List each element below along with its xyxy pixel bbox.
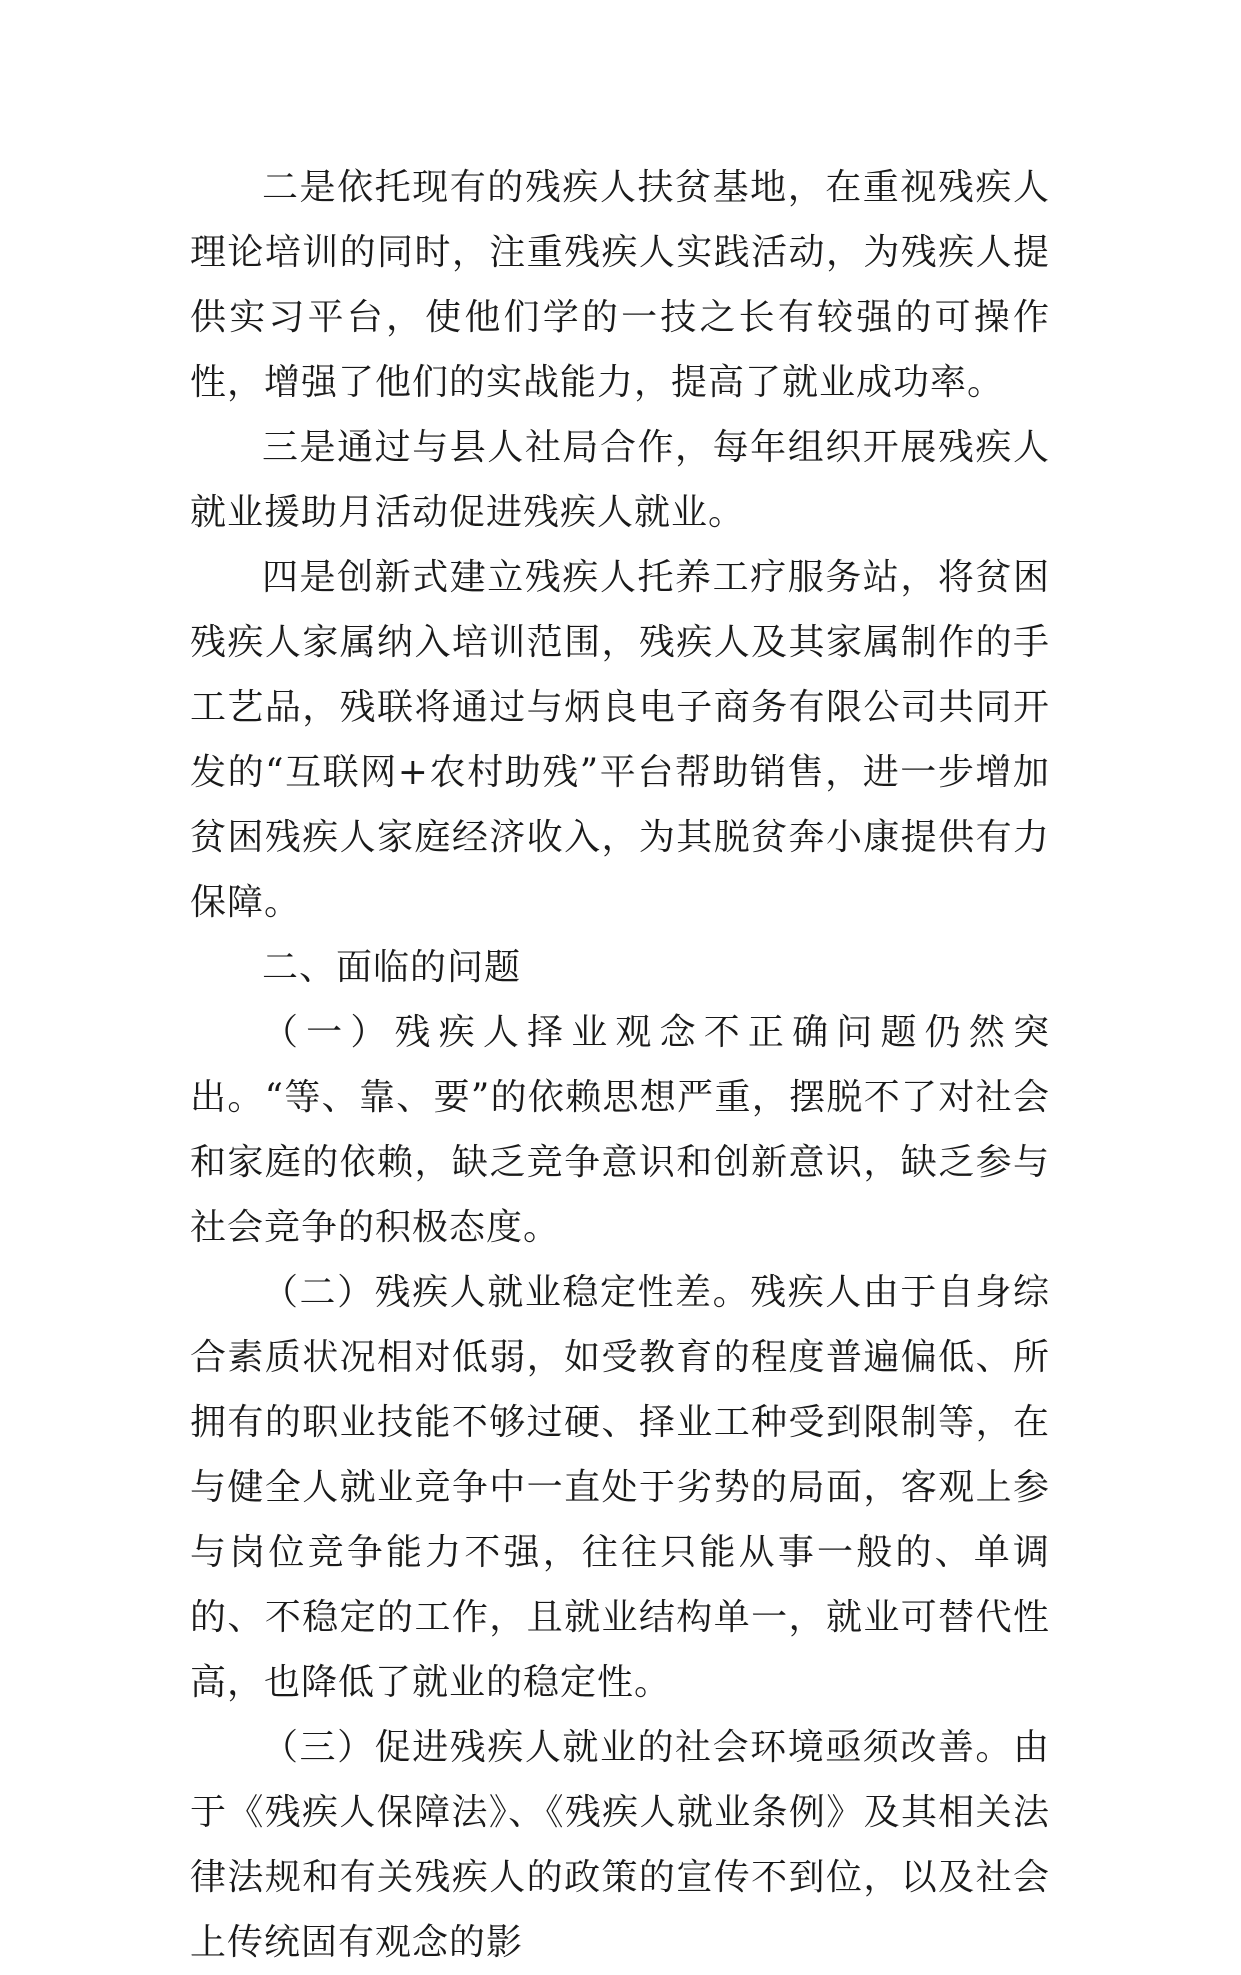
- paragraph-training-base: 二是依托现有的残疾人扶贫基地，在重视残疾人理论培训的同时，注重残疾人实践活动，为残疾人提供实习平台，使他们学的一技之长有较强的可操作性，增强了他们的实战能力，提高了就业成功率。: [190, 167, 1050, 403]
- paragraph-problem-1: （一）残疾人择业观念不正确问题仍然突出。“等、靠、要”的依赖思想严重，摆脱不了对社会和家庭的依赖，缺乏竞争意识和创新意识，缺乏参与社会竞争的积极态度。: [190, 1012, 1050, 1248]
- paragraph-care-station: 四是创新式建立残疾人托养工疗服务站，将贫困残疾人家属纳入培训范围，残疾人及其家属制作的手工艺品，残联将通过与炳良电子商务有限公司共同开发的“互联网+农村助残”平台帮助销售，进一步增加贫困残疾人家庭经济收入，为其脱贫奔小康提供有力保障。: [190, 557, 1050, 923]
- paragraph-problem-2: （二）残疾人就业稳定性差。残疾人由于自身综合素质状况相对低弱，如受教育的程度普遍偏低、所拥有的职业技能不够过硬、择业工种受到限制等，在与健全人就业竞争中一直处于劣势的局面，客观上参与岗位竞争能力不强，往往只能从事一般的、单调的、不稳定的工作，且就业结构单一，就业可替代性高，也降低了就业的稳定性。: [190, 1272, 1050, 1703]
- document-page: [190, 155, 1050, 1963]
- paragraph-employment-month: 三是通过与县人社局合作，每年组织开展残疾人就业援助月活动促进残疾人就业。: [190, 427, 1050, 533]
- section-heading-problems: 二、面临的问题: [262, 947, 522, 988]
- paragraph-problem-3: （三）促进残疾人就业的社会环境亟须改善。由于《残疾人保障法》、《残疾人就业条例》及其相关法律法规和有关残疾人的政策的宣传不到位，以及社会上传统固有观念的影: [190, 1727, 1050, 1963]
